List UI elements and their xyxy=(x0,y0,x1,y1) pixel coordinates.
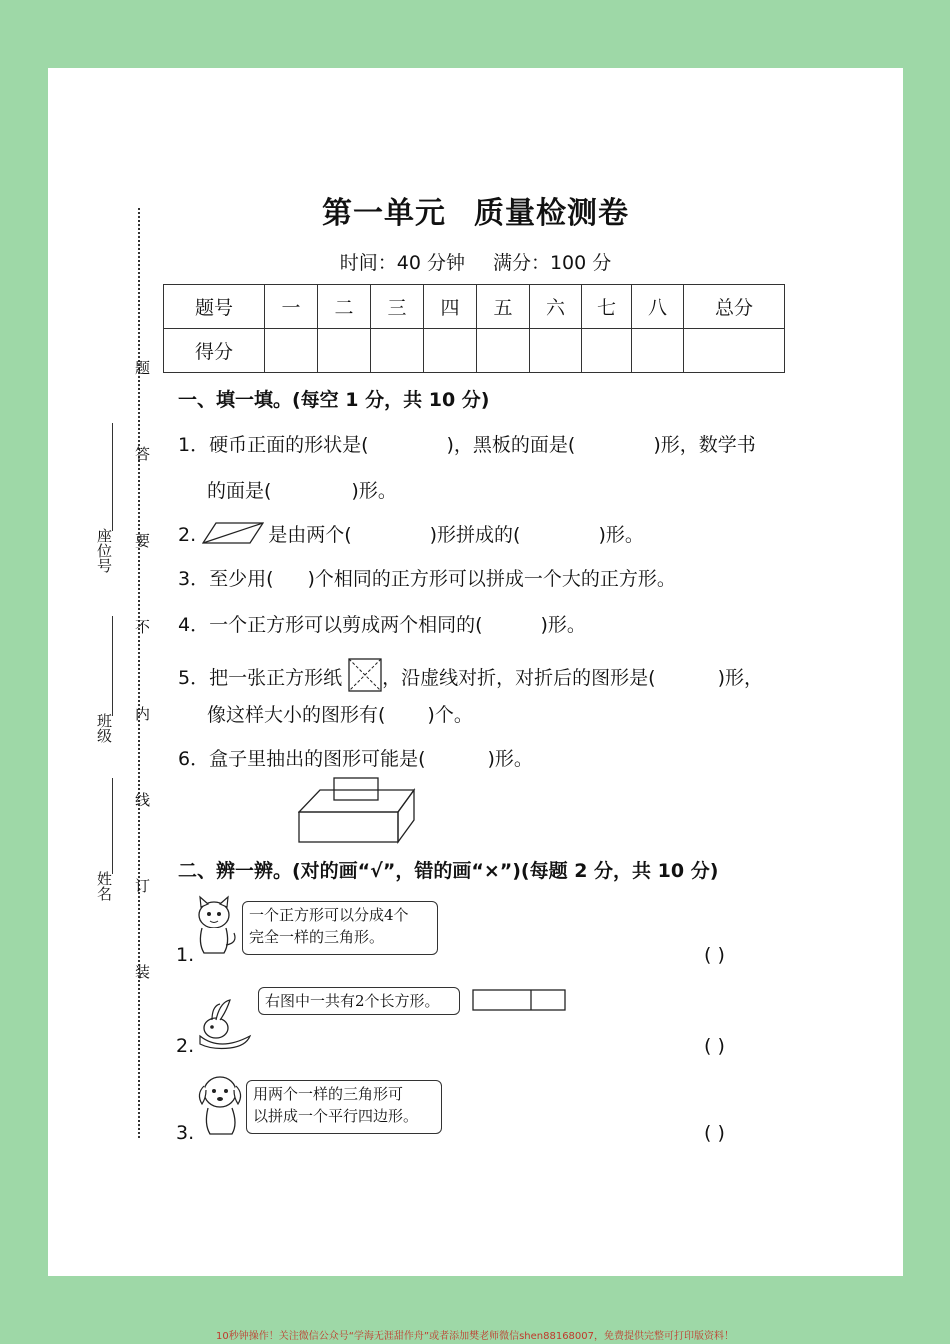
name-line[interactable] xyxy=(112,778,113,874)
item-1-number: 1. xyxy=(176,944,195,966)
rectangle-figure xyxy=(472,989,566,1011)
q1-text-e: )形。 xyxy=(351,480,397,502)
binding-dotted-line xyxy=(138,208,140,1138)
q2-number: 2. xyxy=(178,524,197,546)
q5-text-e: )个。 xyxy=(427,704,473,726)
answer-bracket-1[interactable]: ( ) xyxy=(704,944,725,966)
q2-text-a: 是由两个( xyxy=(268,524,352,546)
statement-3-line2: 以拼成一个平行四边形。 xyxy=(253,1107,419,1125)
question-6 xyxy=(178,744,533,771)
header-cell: 总分 xyxy=(684,285,785,329)
class-line[interactable] xyxy=(112,616,113,716)
question-3 xyxy=(178,564,676,591)
name-label: 姓名 xyxy=(95,871,113,901)
score-cell[interactable] xyxy=(530,329,582,373)
q3-text-b: )个相同的正方形可以拼成一个大的正方形。 xyxy=(307,568,676,590)
section1-title: 一、填一填。(每空 1 分，共 10 分) xyxy=(178,389,490,411)
full-score: 满分：100 分 xyxy=(492,252,612,274)
header-cell: 四 xyxy=(424,285,477,329)
q2-text-c: )形。 xyxy=(598,524,644,546)
answer-bracket-3[interactable]: ( ) xyxy=(704,1122,725,1144)
q2-text-b: )形拼成的( xyxy=(429,524,521,546)
seal-char: 不 xyxy=(133,619,151,634)
question-5-line1 xyxy=(178,658,763,692)
q1-text-b: )，黑板的面是( xyxy=(446,434,576,456)
puppy-icon xyxy=(194,1072,246,1138)
statement-bubble-3 xyxy=(246,1080,442,1134)
question-1-line2 xyxy=(207,476,397,503)
score-cell[interactable] xyxy=(318,329,371,373)
exam-paper xyxy=(48,68,903,1276)
score-table xyxy=(163,284,785,373)
header-cell: 五 xyxy=(477,285,530,329)
seal-char: 线 xyxy=(133,792,151,807)
header-cell: 三 xyxy=(371,285,424,329)
score-table-score-row xyxy=(164,329,785,373)
q1-text-a: 1．硬币正面的形状是( xyxy=(178,434,369,456)
score-cell[interactable] xyxy=(424,329,477,373)
seat-number-line[interactable] xyxy=(112,423,113,531)
question-1-line1 xyxy=(178,430,756,457)
q6-text-b: )形。 xyxy=(487,748,533,770)
score-cell[interactable] xyxy=(477,329,530,373)
item-3-number: 3. xyxy=(176,1122,195,1144)
header-cell: 二 xyxy=(318,285,371,329)
folded-square-figure xyxy=(348,658,382,692)
answer-bracket-2[interactable]: ( ) xyxy=(704,1035,725,1057)
q1-text-d: 的面是( xyxy=(207,480,272,502)
score-cell[interactable] xyxy=(684,329,785,373)
statement-1-line2: 完全一样的三角形。 xyxy=(249,928,385,946)
header-cell: 题号 xyxy=(164,285,265,329)
seal-char: 题 xyxy=(133,360,151,375)
rabbit-icon xyxy=(190,996,256,1052)
q5-text-c: )形， xyxy=(717,667,763,689)
statement-1-line1: 一个正方形可以分成4个 xyxy=(249,906,409,924)
section2-title: 二、辨一辨。(对的画“√”，错的画“×”)(每题 2 分，共 10 分) xyxy=(178,860,719,882)
class-label: 班级 xyxy=(95,713,113,743)
score-cell[interactable] xyxy=(371,329,424,373)
statement-3-line1: 用两个一样的三角形可 xyxy=(253,1085,404,1103)
score-cell[interactable] xyxy=(582,329,632,373)
score-cell[interactable] xyxy=(632,329,684,373)
q1-text-c: )形，数学书 xyxy=(653,434,756,456)
promo-footer: 10秒钟操作！关注微信公众号“学海无涯甜作舟”或者添加樊老师微信shen88168007，免费提供完整可打印版资料！ xyxy=(215,1331,735,1342)
box-figure xyxy=(298,776,416,844)
question-2 xyxy=(178,520,644,547)
q3-text-a: 3．至少用( xyxy=(178,568,274,590)
score-cell[interactable] xyxy=(265,329,318,373)
statement-2-line1: 右图中一共有2个长方形。 xyxy=(265,992,440,1010)
exam-meta xyxy=(48,248,903,275)
seat-number-label: 座位号 xyxy=(95,528,113,573)
score-table-header-row xyxy=(164,285,785,329)
cat-icon xyxy=(188,895,240,957)
seal-char: 装 xyxy=(133,964,151,979)
item-2-number: 2. xyxy=(176,1035,195,1057)
header-cell: 七 xyxy=(582,285,632,329)
header-cell: 一 xyxy=(265,285,318,329)
question-5-line2 xyxy=(207,700,473,727)
title-unit: 第一单元 xyxy=(322,196,446,231)
seal-char: 订 xyxy=(133,878,151,893)
seal-char: 答 xyxy=(133,446,151,461)
q6-text-a: 6．盒子里抽出的图形可能是( xyxy=(178,748,426,770)
seal-char: 内 xyxy=(133,706,151,721)
header-cell: 八 xyxy=(632,285,684,329)
exam-title xyxy=(48,188,903,232)
time-limit: 时间：40 分钟 xyxy=(339,252,465,274)
title-name: 质量检测卷 xyxy=(474,196,629,231)
q4-text-a: 4．一个正方形可以剪成两个相同的( xyxy=(178,614,483,636)
row-label: 得分 xyxy=(164,329,265,373)
question-4 xyxy=(178,610,586,637)
q4-text-b: )形。 xyxy=(540,614,586,636)
q5-text-a: 5．把一张正方形纸 xyxy=(178,667,343,689)
q5-text-d: 像这样大小的图形有( xyxy=(207,704,386,726)
q5-text-b: ，沿虚线对折，对折后的图形是( xyxy=(382,667,656,689)
statement-bubble-2 xyxy=(258,987,460,1015)
seal-char: 要 xyxy=(133,533,151,548)
parallelogram-figure xyxy=(202,522,264,544)
header-cell: 六 xyxy=(530,285,582,329)
statement-bubble-1 xyxy=(242,901,438,955)
